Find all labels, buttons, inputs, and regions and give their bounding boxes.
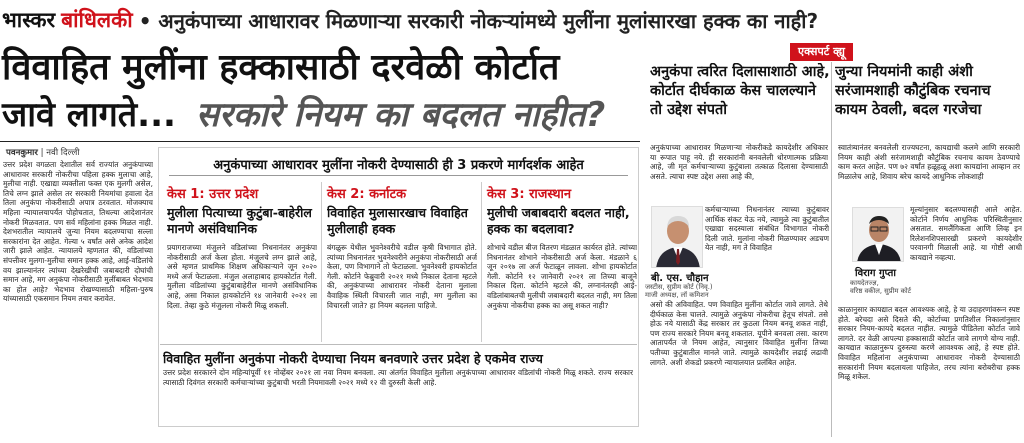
author: पवनकुमार xyxy=(6,148,38,158)
expert-2-role-2: वरिष्ठ वकील, सुप्रीम कोर्ट xyxy=(850,287,912,295)
brand-tag: बांधिलकी xyxy=(61,8,133,32)
expert-2-role: कायदेतज्ज्ञ, xyxy=(850,279,879,287)
headline-line-1: विवाहित मुलींना हक्कासाठी दरवेळी कोर्टात xyxy=(2,47,560,88)
cases-heading: अनुकंपाच्या आधारावर मुलींना नोकरी देण्यासाठी ही 3 प्रकरणे मार्गदर्शक आहेत xyxy=(213,158,584,173)
expert-view-tag: एक्सपर्ट व्ह्यू xyxy=(790,43,853,61)
expert-1-side-text: कर्मचाऱ्याच्या निधनानंतर त्याच्या कुटुंबावर आर्थिक संकट येऊ नये, त्यामुळे त्या कुटुंबातील एखाद्या सदस्याला संबंधित विभागात नोकरी दिली जाते. मुलांना नोकरी मिळण्यावर अडचण येत नाही, मग ते विवाहित xyxy=(705,205,829,253)
case-divider xyxy=(321,182,322,342)
byline: पवनकुमार | नवी दिल्ली xyxy=(6,148,80,158)
strip-question: • अनुकंपाच्या आधारावर मिळणाऱ्या सरकारी नोकऱ्यांमध्ये मुलींना मुलांसारखा हक्क का नाही? xyxy=(138,8,819,33)
case-2-label: केस 2: कर्नाटक xyxy=(327,187,407,202)
dateline: नवी दिल्ली xyxy=(46,148,80,158)
top-strip xyxy=(0,0,1024,40)
bottom-heading: विवाहित मुलींना अनुकंपा नोकरी देण्याचा नियम बनवणारे उत्तर प्रदेश हे एकमेव राज्य xyxy=(163,351,543,366)
bottom-divider xyxy=(160,344,637,345)
headline-question: सरकारे नियम का बदलत नाहीत? xyxy=(196,95,606,135)
expert-2-portrait xyxy=(852,207,904,262)
expert-column-divider xyxy=(831,62,832,437)
case-3-title: मुलीची जबाबदारी बदलत नाही, हक्क का बदलावा? xyxy=(487,205,630,236)
expert-1-text: असो की अविवाहित. पण विवाहित मुलींना कोर्टात जावे लागते. तेथे दीर्घकाळ केस चालते. त्यामुळे अनुकंपा नोकरीचा हेतूच संपतो. तसे होऊ नये यासाठी केंद्र सरकार तर कुठला नियम बनवू शकत नाही, पण राज्य सरकारे नियम बनवू शकतात. यूपीने बनवला तसा. कारण आतापर्यंत जे नियम आहेत, त्यानुसार विवाहित मुलींना तिच्या पतीच्या कुटुंबातील मानले जाते. त्यामुळे कायदेशीर लढाई लढावी लागते. अशी शेकडो प्रकरणे न्यायालयात प्रलंबित आहेत. xyxy=(650,300,828,367)
expert-1-heading: अनुकंपा त्वरित दिलासाशाठी आहे, कोर्टात दीर्घकाळ केस चालल्याने तो उद्देश संपतो xyxy=(650,64,830,118)
bottom-text: उत्तर प्रदेश सरकारने दोन महिन्यांपूर्वी ११ नोव्हेंबर २०२१ ला नवा नियम बनवला. त्या अंतर्गत विवाहित मुलीला अनुकंपाच्या आधारावर वडिलांची नोकरी मिळू शकते. राज्य सरकार त्यासाठी दिवंगत सरकारी कर्मचाऱ्यांच्या कुटुंबाची भरती नियमावली २०२१ मध्ये १२ वी दुरुस्ती केली आहे. xyxy=(163,368,633,387)
headline-rule xyxy=(0,141,640,142)
case-2-title: विवाहित मुलासारखाच विवाहित मुलीलाही हक्क xyxy=(327,205,468,236)
expert-1-name: बी. एस. चौहान xyxy=(651,273,709,284)
headline-line-2: जावे लागते... xyxy=(2,95,176,135)
expert-1-role-2: माजी अध्यक्ष, लॉ कमिशन xyxy=(645,291,709,299)
expert-1-role: जस्टीस, सुप्रीम कोर्ट (निवृ.) xyxy=(645,283,713,291)
case-3 xyxy=(487,184,637,350)
case-2-body: बंगळुरू येथील भुवनेश्वरीचे वडील कृषी विभागात होते. त्यांच्या निधनानंतर भुवनेश्वरीने अनुकंपा नोकरीसाठी अर्ज केला, पण विभागाने तो फेटाळला. भुवनेश्वरी हायकोर्टात गेली. कोर्टाने फेब्रुवारी २०२१ मध्ये निकाल देताना म्हटले की, अनुकंपाच्या आधारावर नोकरी देताना मुलाला वैवाहिक स्थिती विचारली जात नाही, मग मुलीला का विचारली जाते? हा नियम बदलला पाहिजे. xyxy=(327,243,477,310)
case-1 xyxy=(167,184,317,350)
brand-name: भास्कर xyxy=(2,8,56,32)
case-2 xyxy=(327,184,477,350)
case-1-label: केस 1: उत्तर प्रदेश xyxy=(167,187,259,202)
expert-2-side-text: मूल्यांनुसार बदलण्यासही आले आहेत. कोर्टाने निर्णय आधुनिक परिस्थितीनुसार असतात. समलैंगिकता आणि लिव्ह इन रिलेशनशिपसारखी प्रकरणे कायदेशीर परवानगी मिळाली आहे. या गोष्टी आधी कायद्याने नव्हत्या. xyxy=(910,205,1022,262)
expert-1-portrait xyxy=(651,206,703,268)
case-1-body: प्रयागराजच्या मंजुलने वडिलांच्या निधनानंतर अनुकंपा नोकरीसाठी अर्ज केला होता. मंजुलचे लग्न झाले आहे, असे म्हणत प्राथमिक शिक्षण अधिकाऱ्याने जून २०२० मध्ये अर्ज फेटाळला. मंजुल अलाहाबाद हायकोर्टात गेली. मुलीला वडिलांच्या कुटुंबाबाहेरील मानणे असंविधानिक आहे, असा निकाल हायकोर्टाने १४ जानेवारी २०२१ ला दिला. तेव्हा कुठे मंजुलला नोकरी मिळू शकली. xyxy=(167,243,317,310)
expert-2-text: काळानुसार कायद्यात बदल आवश्यक आहे, हे या उदाहरणांवरून स्पष्ट होते. बरेचदा असे दिसते की, कोर्टाच्या प्रगतिशील निकालांनुसार सरकार नियम-कायदे बदलत नाहीत. त्यामुळे पीडितेला कोर्टात जावे लागते. दर वेळी आपल्या हक्कासाठी कोर्टात जावे लागणे योग्य नाही. कायद्यात काळानुरूप दुरुस्त्या करणे आवश्यक आहे, हे स्पष्ट होते. विवाहित महिलांना अनुकंपाच्या आधारावर नोकरी देण्यासाठी सरकारांनी नियम बदलायला पाहिजेत, तरच त्यांना बरोबरीचा हक्क मिळू शकेल. xyxy=(838,305,1020,382)
left-article-text: उत्तर प्रदेश वगळता देशातील सर्व राज्यांत अनुकंपाच्या आधारावर सरकारी नोकरीचा पहिला हक्क मुलाचा आहे, मुलीचा नाही. एखाद्या व्यक्तीला फक्त एक मुलगी असेल, तिचे लग्न झाले असेल तर सरकारी नियमांचा हवाला देत तिला अनुकंपा नोकरीसाठी अपात्र ठरवतात. मोजक्याच महिला न्यायालयापर्यंत पोहोचतात, तिथल्या आदेशानंतर नोकरी मिळवतात. पण सर्व महिलांना हक्क मिळत नाही. देशभरातील न्यायालये जुन्या नियम बदलण्याचा सल्ला सरकारांना देत आहेत. गेल्या ५ वर्षांत असे अनेक आदेश जारी झाले आहेत. न्यायालये म्हणतात की, वडिलांच्या संपत्तीवर मुलगा-मुलीचा समान हक्क आहे, आई-वडिलांचे वय झाल्यानंतर त्यांच्या देखरेखीची जबाबदारी दोघांची समान आहे, मग अनुकंपा नोकरीसाठी मुलींबाबत भेदभाव का होत आहे? भेदभाव रोखण्यासाठी महिला-पुरुष यांच्यासाठी एकसमान नियम तयार करावेत. xyxy=(3,160,153,304)
cases-divider xyxy=(169,175,628,176)
expert-2-name: विराग गुप्ता xyxy=(855,268,896,279)
case-3-body: शोभाचे वडील बीज वितरण मंडळात कार्यरत होते. त्यांच्या निधनानंतर शोभाने नोकरीसाठी अर्ज केला. मंडळाने ६ जून २०१७ ला अर्ज फेटाळून लावला. शोभा हायकोर्टात गेली. कोर्टाने १२ जानेवारी २०२१ ला तिच्या बाजूने निकाल दिला. कोर्टाने म्हटले की, लग्नानंतरही आई-वडिलांबाबतची मुलीची जबाबदारी बदलत नाही, मग तिला अनुकंपा नोकरीचा हक्क का असू शकत नाही? xyxy=(487,243,637,310)
case-3-label: केस 3: राजस्थान xyxy=(487,187,572,202)
expert-2-intro: स्वातंत्र्यानंतर बनवलेली राज्यघटना, कायद्याची कलमे आणि सरकारी नियम काही अंशी सरंजामशाही कौटुंबिक रचनाच कायम ठेवण्याचे काम करत आहेत. पण ७२ वर्षांत हळूहळू अशा कायद्यांना आव्हान तर मिळालेच आहे, शिवाय बरेच कायदे आधुनिक लोकशाही xyxy=(838,143,1020,181)
expert-1-intro: अनुकंपाच्या आधारावर मिळणाऱ्या नोकरीकडे कायदेशीर अधिकार या रूपात पाहू नये. ही सरकारांनी बनवलेली धोरणात्मक प्रक्रिया आहे, जी मृत कर्मचाऱ्याच्या कुटुंबाला तत्काळ दिलासा देण्यासाठी असते. त्याचा स्पष्ट उद्देश असा आहे की, xyxy=(650,143,828,181)
case-divider xyxy=(481,182,482,342)
expert-2-heading: जुन्या नियमांनी काही अंशी सरंजामशाही कौटुंबिक रचनाच कायम ठेवली, बदल गरजेचा xyxy=(835,64,991,118)
case-1-title: मुलीला पित्याच्या कुटुंबा-बाहेरील मानणे असंविधानिक xyxy=(167,205,312,236)
